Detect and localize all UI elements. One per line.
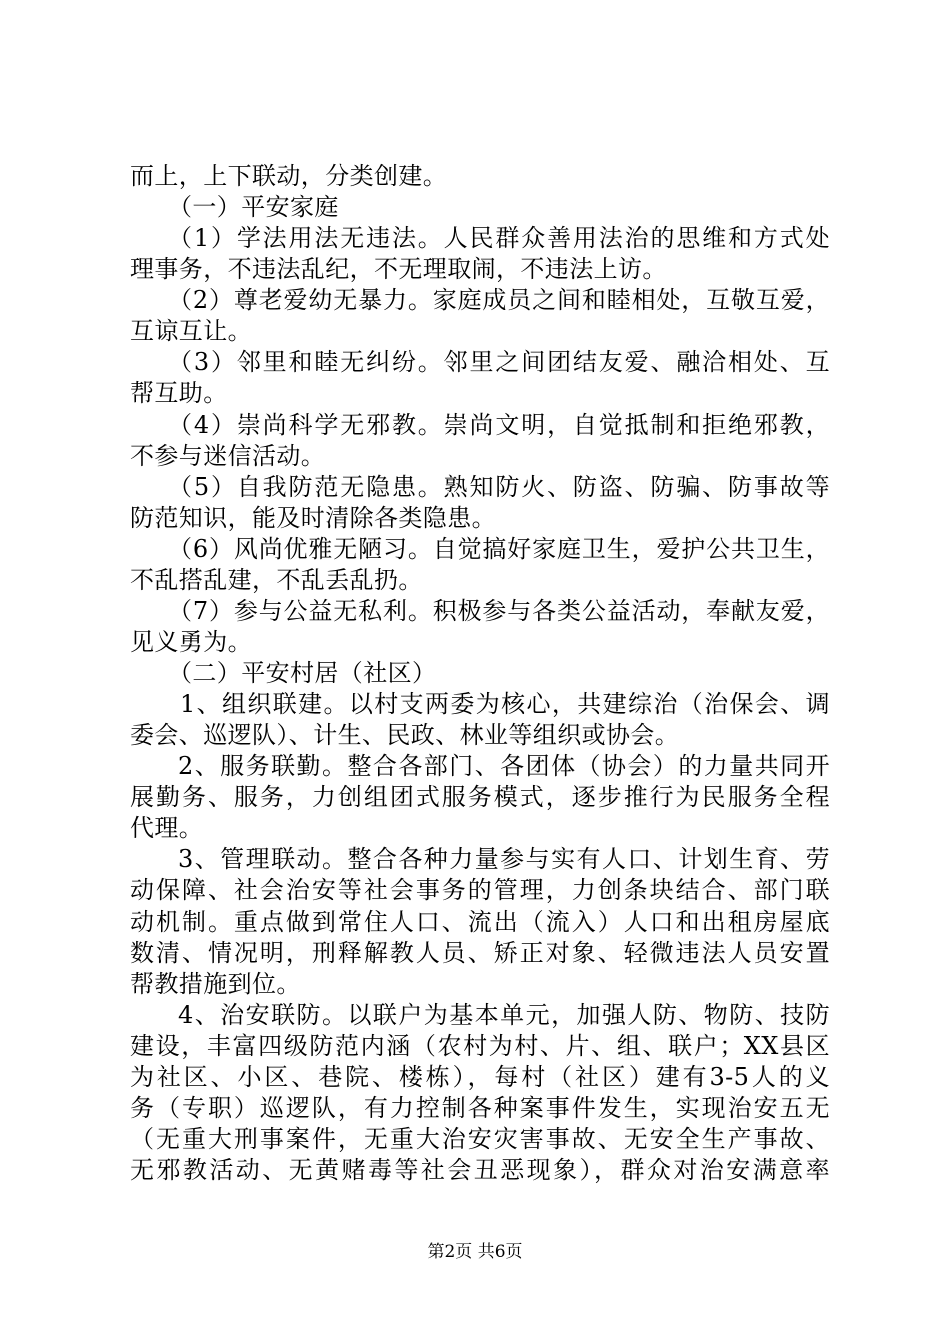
paragraph-line: 委会、巡逻队）、计生、民政、林业等组织或协会。 [130,721,680,749]
paragraph-line: 不参与迷信活动。 [130,442,326,470]
paragraph-line: 互谅互让。 [130,317,252,345]
paragraph-line: （6）风尚优雅无陋习。自觉搞好家庭卫生，爱护公共卫生， [168,535,830,563]
paragraph-line: 建设，丰富四级防范内涵（农村为村、片、组、联户；XX县区 [130,1032,830,1060]
paragraph-line: （5）自我防范无隐患。熟知防火、防盗、防骗、防事故等 [168,473,830,501]
paragraph-line: 数清、情况明，刑释解教人员、矫正对象、轻微违法人员安置 [130,939,830,967]
paragraph-line: （7）参与公益无私利。积极参与各类公益活动，奉献友爱， [168,597,830,625]
paragraph-line: 帮互助。 [130,379,228,407]
paragraph-line: 2、服务联勤。整合各部门、各团体（协会）的力量共同开 [178,752,830,780]
section-heading: （一）平安家庭 [168,193,339,221]
paragraph-line: 理事务，不违法乱纪，不无理取闹，不违法上访。 [130,255,667,283]
paragraph-line: 无邪教活动、无黄赌毒等社会丑恶现象），群众对治安满意率 [130,1156,830,1184]
paragraph-line: （无重大刑事案件，无重大治安灾害事故、无安全生产事故、 [130,1125,830,1153]
paragraph-line: 为社区、小区、巷院、楼栋），每村（社区）建有3-5人的义 [130,1063,830,1091]
paragraph-line: 帮教措施到位。 [130,970,301,998]
paragraph-line: 见义勇为。 [130,628,252,656]
paragraph-line: 不乱搭乱建，不乱丢乱扔。 [130,566,423,594]
paragraph-line: 动保障、社会治安等社会事务的管理，力创条块结合、部门联 [130,876,830,904]
paragraph-line: 而上，上下联动，分类创建。 [130,162,448,190]
paragraph-line: （3）邻里和睦无纠纷。邻里之间团结友爱、融洽相处、互 [168,348,830,376]
paragraph-line: （4）崇尚科学无邪教。崇尚文明，自觉抵制和拒绝邪教， [168,411,830,439]
paragraph-line: 展勤务、服务，力创组团式服务模式，逐步推行为民服务全程 [130,783,830,811]
paragraph-line: 动机制。重点做到常住人口、流出（流入）人口和出租房屋底 [130,908,830,936]
page-footer: 第2页 共6页 [427,1242,523,1262]
paragraph-line: 3、管理联动。整合各种力量参与实有人口、计划生育、劳 [178,845,830,873]
paragraph-line: 务（专职）巡逻队，有力控制各种案事件发生，实现治安五无 [130,1094,830,1122]
paragraph-line: 防范知识，能及时清除各类隐患。 [130,504,496,532]
section-heading: （二）平安村居（社区） [168,659,437,687]
paragraph-line: （2）尊老爱幼无暴力。家庭成员之间和睦相处，互敬互爱， [168,286,830,314]
paragraph-line: 1、组织联建。以村支两委为核心，共建综治（治保会、调 [180,690,830,718]
paragraph-line: （1）学法用法无违法。人民群众善用法治的思维和方式处 [168,224,830,252]
paragraph-line: 代理。 [130,814,204,842]
paragraph-line: 4、治安联防。以联户为基本单元，加强人防、物防、技防 [178,1001,830,1029]
